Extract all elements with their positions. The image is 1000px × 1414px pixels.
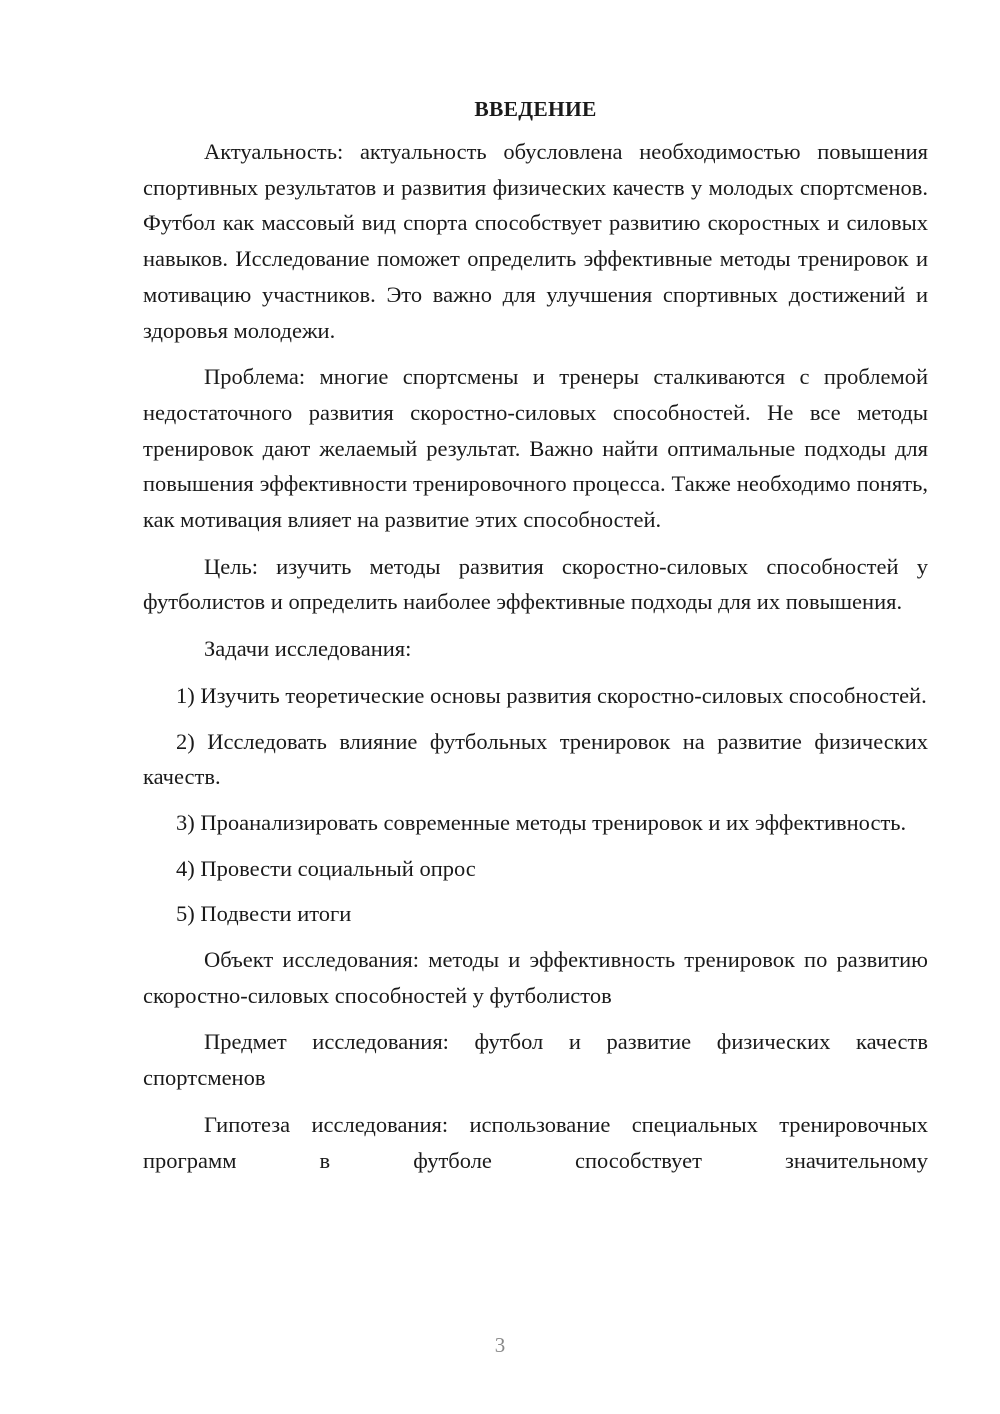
- hypothesis-paragraph: Гипотеза исследования: использование специальных тренировочных программ в футболе способствует значительному: [143, 1111, 928, 1173]
- page-content: [143, 96, 928, 1189]
- goal-paragraph: Цель: изучить методы развития скоростно-силовых способностей у футболистов и определить наиболее эффективные подходы для их повышения.: [143, 553, 928, 615]
- task-item: 5) Подвести итоги: [176, 901, 352, 927]
- task-item: 3) Проанализировать современные методы тренировок и их эффективность.: [176, 809, 907, 835]
- page-number: 3: [494, 1333, 506, 1357]
- task-item: 4) Провести социальный опрос: [176, 855, 476, 881]
- problem-paragraph: Проблема: многие спортсмены и тренеры сталкиваются с проблемой недостаточного развития скоростно-силовых способностей. Не все методы тренировок дают желаемый результат. Важно найти оптимальные подходы для повышения эффективности тренировочного процесса. Также необходимо понять, как мотивация влияет на развитие этих способностей.: [143, 364, 928, 533]
- task-item: 1) Изучить теоретические основы развития скоростно-силовых способностей.: [176, 682, 927, 708]
- task-item: 2) Исследовать влияние футбольных тренировок на развитие физических качеств.: [143, 728, 928, 790]
- page-title: ВВЕДЕНИЕ: [474, 97, 597, 121]
- subject-paragraph: Предмет исследования: футбол и развитие физических качеств спортсменов: [143, 1029, 928, 1091]
- object-paragraph: Объект исследования: методы и эффективность тренировок по развитию скоростно-силовых способностей у футболистов: [143, 947, 928, 1008]
- relevance-paragraph: Актуальность: актуальность обусловлена необходимостью повышения спортивных результатов и развития физических качеств у молодых спортсменов. Футбол как массовый вид спорта способствует развитию скоростных и силовых навыков. Исследование поможет определить эффективные методы тренировок и мотивацию участников. Это важно для улучшения спортивных достижений и здоровья молодежи.: [143, 139, 928, 343]
- tasks-heading: Задачи исследования:: [204, 636, 412, 662]
